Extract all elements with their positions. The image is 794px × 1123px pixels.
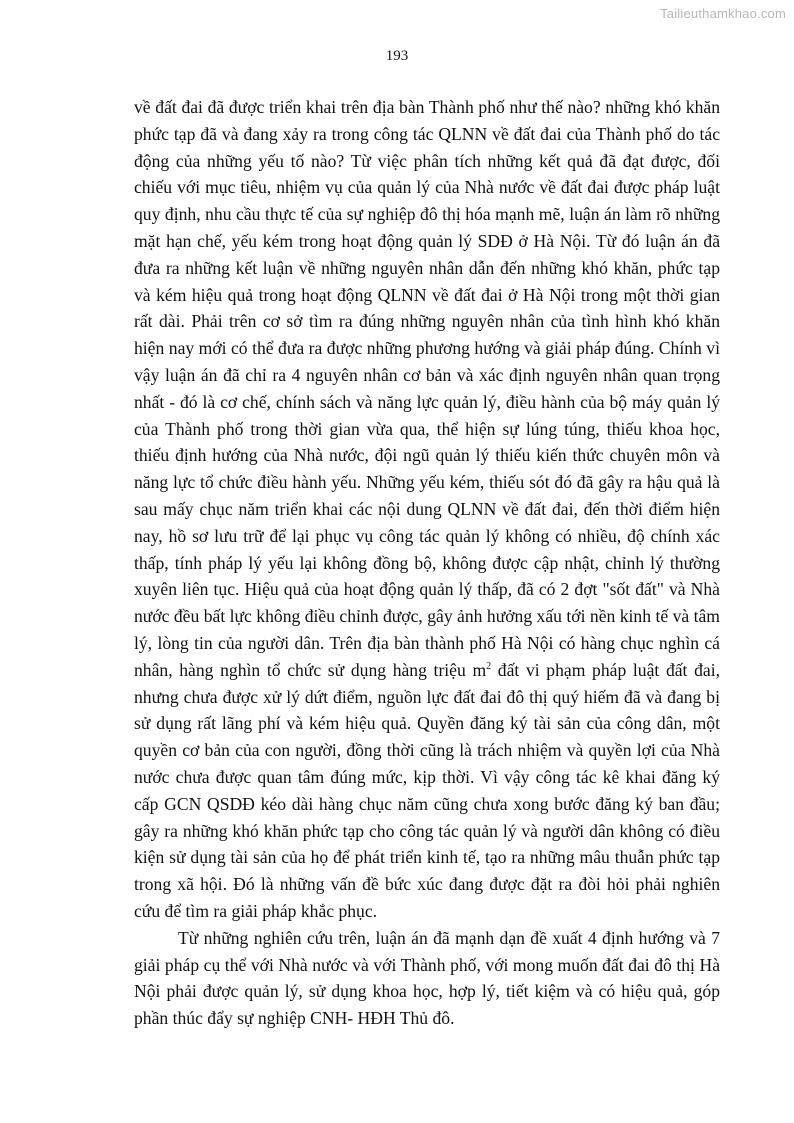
page-number: 193 — [385, 48, 409, 64]
paragraph-1-text: về đất đai đã được triển khai trên địa bàn Thành phố như thế nào? những khó khăn phức tạp đã và đang xảy ra trong công tác QLNN về đất đai của Thành phố do tác động của những yếu tố nào? Từ việc phân tích những kết quả đã đạt được, đối chiếu với mục tiêu, nhiệm vụ của quản lý của Nhà nước về đất đai được pháp luật quy định, nhu cầu thực tế của sự nghiệp đô thị hóa mạnh mẽ, luận án làm rõ những mặt hạn chế, yếu kém trong hoạt động quản lý SDĐ ở Hà Nội. Từ đó luận án đã đưa ra những kết luận về những nguyên nhân dẫn đến những khó khăn, phức tạp và kém hiệu quả trong hoạt động QLNN về đất đai ở Hà Nội trong một thời gian rất dài. Phải trên cơ sở tìm ra đúng những nguyên nhân của tình hình khó khăn hiện nay mới có thể đưa ra được những phương hướng và giải pháp đúng. Chính vì vậy luận án đã chỉ ra 4 nguyên nhân cơ bản và xác định nguyên nhân quan trọng nhất - đó là cơ chế, chính sách và năng lực quản lý, điều hành của bộ máy quản lý của Thành phố trong thời gian vừa qua, thể hiện sự lúng túng, thiếu khoa học, thiếu định hướng của Nhà nước, đội ngũ quản lý thiếu kiến thức chuyên môn và năng lực tổ chức điều hành yếu. Những yếu kém, thiếu sót đó đã gây ra hậu quả là sau mấy chục năm triển khai các nội dung QLNN về đất đai, đến thời điểm hiện nay, hồ sơ lưu trữ để lại phục vụ công tác quản lý không có nhiều, độ chính xác thấp, tính pháp lý yếu lại không đồng bộ, không được cập nhật, chỉnh lý thường xuyên liên tục. Hiệu quả của hoạt động quản lý thấp, đã có 2 đợt "sốt đất" và Nhà nước đều bất lực không điều chỉnh được, gây ảnh hưởng xấu tới nền kinh tế và tâm lý, lòng tin của người dân. Trên địa bàn thành phố Hà Nội có hàng chục nghìn cá nhân, hàng nghìn tổ chức sử dụng hàng triệu m — [134, 97, 720, 680]
paragraph-1-text-cont: đất vi phạm pháp luật đất đai, nhưng chưa được xử lý dứt điểm, nguồn lực đất đai đô thị quý hiếm đã và đang bị sử dụng rất lãng phí và kém hiệu quả. Quyền đăng ký tài sản của công dân, một quyền cơ bản của con người, đồng thời cũng là trách nhiệm và quyền lợi của Nhà nước chưa được quan tâm đúng mức, kịp thời. Vì vậy công tác kê khai đăng ký cấp GCN QSDĐ kéo dài hàng chục năm cũng chưa xong bước đăng ký ban đầu; gây ra những khó khăn phức tạp cho công tác quản lý và người dân không có điều kiện sử dụng tài sản của họ để phát triển kinh tế, tạo ra những mâu thuẫn phức tạp trong xã hội. Đó là những vấn đề bức xúc đang được đặt ra đòi hỏi phải nghiên cứu để tìm ra giải pháp khắc phục. — [134, 659, 720, 921]
document-body — [134, 94, 720, 1032]
paragraph-2: Từ những nghiên cứu trên, luận án đã mạnh dạn đề xuất 4 định hướng và 7 giải pháp cụ thể với Nhà nước và với Thành phố, với mong muốn đất đai đô thị Hà Nội phải được quản lý, sử dụng khoa học, hợp lý, tiết kiệm và có hiệu quả, góp phần thúc đẩy sự nghiệp CNH- HĐH Thủ đô. — [134, 927, 720, 1029]
paragraph-1 — [134, 94, 720, 925]
watermark: Tailieuthamkhao.com — [660, 6, 786, 21]
superscript-2: 2 — [486, 660, 492, 672]
